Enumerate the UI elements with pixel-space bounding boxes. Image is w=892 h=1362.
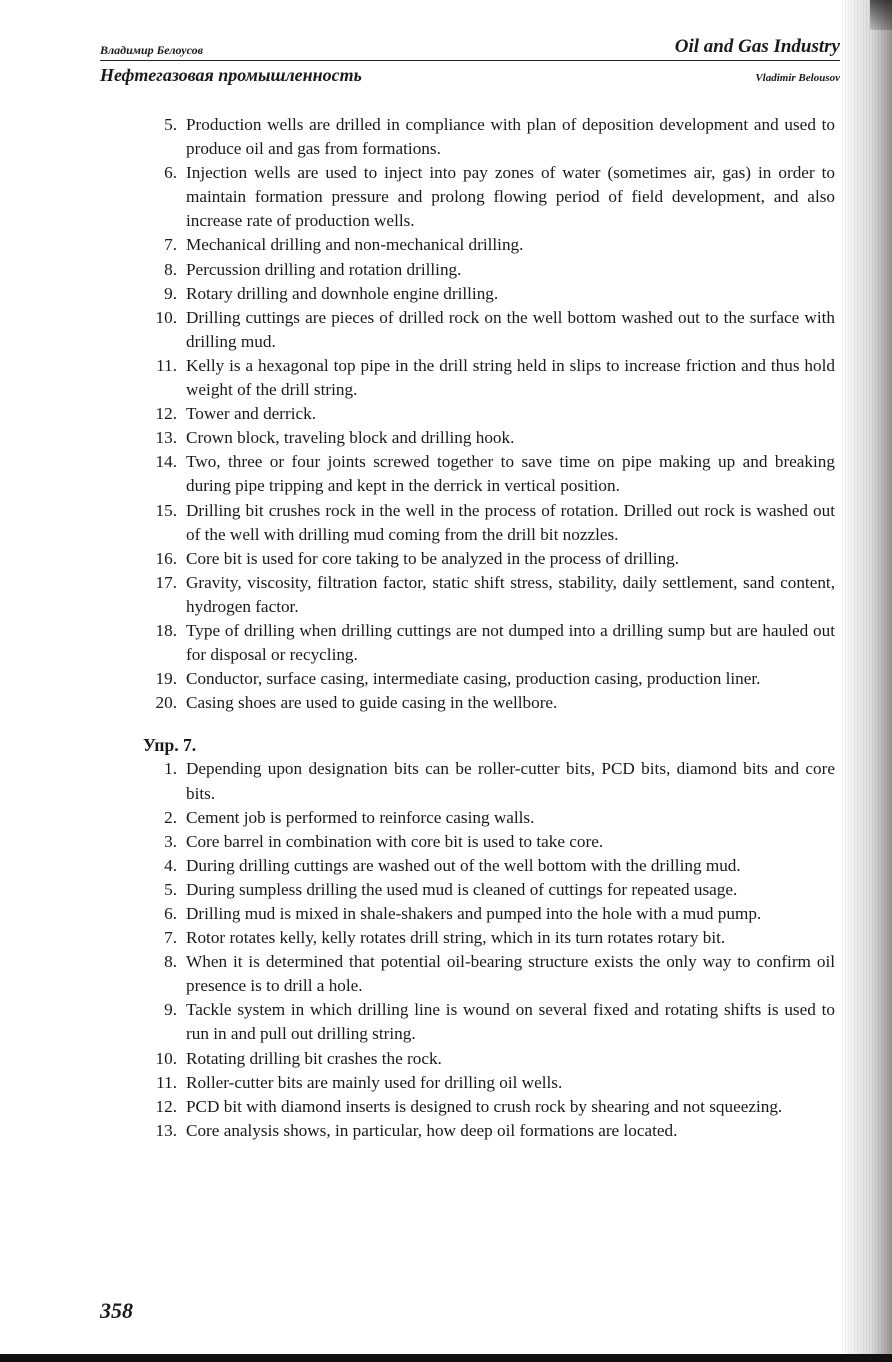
answer-item (143, 258, 835, 282)
answer-item-number: 7. (164, 235, 177, 255)
exercise-title: Упр. 7. (143, 735, 197, 756)
answer-item-text: Core bit is used for core taking to be analyzed in the process of drilling. (186, 548, 680, 568)
exercise-7-answer-item-number: 10. (155, 1048, 177, 1068)
answer-item-text: Production wells are drilled in compliance with plan of deposition development and used to produce oil and gas from formations. (186, 115, 835, 159)
page-corner-shadow (870, 0, 892, 30)
page-number: 358 (100, 1298, 133, 1323)
answer-item (143, 619, 835, 667)
answer-item (143, 547, 835, 571)
answer-item-text: Injection wells are used to inject into pay zones of water (sometimes air, gas) in order to maintain formation pressure and prolong flowing period of field development, and also increase rate of production wells. (186, 163, 835, 231)
exercise-7-answer-item-number: 4. (164, 855, 177, 875)
exercise-7-answer-item (143, 950, 835, 998)
answer-item (143, 233, 835, 257)
exercise-7-answer-item-text: Rotor rotates kelly, kelly rotates drill string, which in its turn rotates rotary bit. (186, 928, 726, 948)
exercise-7-answer-item-text: During drilling cuttings are washed out of the well bottom with the drilling mud. (186, 855, 741, 875)
answer-item-number: 10. (155, 307, 177, 327)
page-edge-shadow (842, 0, 892, 1362)
header-author-en: Vladimir Belousov (755, 72, 840, 84)
exercise-7-answer-item-number: 5. (164, 879, 177, 899)
exercise-7-answer-item-text: Rotating drilling bit crashes the rock. (186, 1048, 442, 1068)
answer-item-number: 20. (155, 693, 177, 713)
exercise-7-answer-item-text: Tackle system in which drilling line is wound on several fixed and rotating shifts is used to run in and pull out drilling string. (186, 1000, 835, 1044)
answer-item (143, 426, 835, 450)
answer-item (143, 282, 835, 306)
answer-item (143, 113, 835, 161)
exercise-7-answer-item-number: 7. (164, 928, 177, 948)
exercise-7-answer-item-number: 13. (155, 1120, 177, 1140)
exercise-7-answer-item-number: 12. (155, 1096, 177, 1116)
exercise-7-answer-item (143, 878, 835, 902)
answer-item (143, 691, 835, 715)
answer-item (143, 161, 835, 233)
answer-item (143, 499, 835, 547)
exercise-7-answer-item (143, 806, 835, 830)
answer-item (143, 450, 835, 498)
exercise-7-answer-item-number: 6. (164, 904, 177, 923)
exercise-7-answer-item-text: When it is determined that potential oil-bearing structure exists the only way to confirm oil presence is to drill a hole. (186, 952, 835, 996)
answer-item-text: Two, three or four joints screwed together to save time on pipe making up and breaking during pipe tripping and kept in the derrick in vertical position. (186, 452, 835, 496)
exercise-7-answer-item-number: 2. (164, 807, 177, 827)
answer-item-text: Gravity, viscosity, filtration factor, static shift stress, stability, daily settlement, sand content, hydrogen factor. (186, 572, 835, 616)
exercise-7-answer-item-text: During sumpless drilling the used mud is cleaned of cuttings for repeated usage. (186, 879, 738, 899)
exercise-7-answer-item-text: Cement job is performed to reinforce casing walls. (186, 807, 535, 827)
answer-item-number: 13. (155, 428, 177, 448)
answer-item-text: Drilling bit crushes rock in the well in the process of rotation. Drilled out rock is washed out of the well with drilling mud coming from the drill bit nozzles. (186, 500, 835, 544)
answer-item-number: 19. (155, 669, 177, 689)
answer-item-number: 5. (164, 115, 177, 134)
running-header-bottom (100, 61, 840, 86)
exercise-7-answer-item (143, 757, 835, 805)
exercise-7-answer-item-number: 1. (164, 759, 177, 779)
exercise-7-answer-item (143, 1095, 835, 1119)
answer-item-number: 14. (155, 452, 177, 472)
answer-item-number: 16. (155, 548, 177, 568)
exercise-7-answer-item (143, 998, 835, 1046)
answer-item-number: 15. (155, 500, 177, 520)
exercise-7-answer-list (143, 757, 835, 1143)
exercise-7-answer-item (143, 1119, 835, 1143)
exercise-7-answer-item (143, 926, 835, 950)
answer-item-number: 8. (164, 259, 177, 279)
answer-item-number: 9. (164, 283, 177, 303)
bottom-scan-edge (0, 1354, 892, 1362)
answer-item-text: Type of drilling when drilling cuttings are not dumped into a drilling sump but are hauled out for disposal or recycling. (186, 620, 835, 665)
answer-list-continued (143, 113, 835, 715)
exercise-7-answer-item-text: Core barrel in combination with core bit is used to take core. (186, 831, 604, 851)
answer-item-number: 11. (156, 355, 177, 375)
exercise-7-answer-item-number: 9. (164, 1000, 177, 1020)
answer-item-text: Percussion drilling and rotation drilling. (186, 259, 462, 279)
header-title-en: Oil and Gas Industry (674, 36, 840, 57)
page-content (143, 113, 835, 1143)
answer-item-text: Kelly is a hexagonal top pipe in the drill string held in slips to increase friction and thus hold weight of the drill string. (186, 355, 835, 400)
exercise-7-answer-item-text: Core analysis shows, in particular, how deep oil formations are located. (186, 1120, 678, 1140)
answer-item-text: Rotary drilling and downhole engine drilling. (186, 283, 499, 303)
answer-item (143, 306, 835, 354)
exercise-7-answer-item-number: 3. (164, 831, 177, 851)
answer-item-text: Crown block, traveling block and drilling hook. (186, 428, 515, 448)
answer-item-number: 17. (155, 572, 177, 592)
answer-item (143, 354, 835, 402)
answer-item (143, 402, 835, 426)
exercise-7-answer-item-number: 8. (164, 952, 177, 972)
answer-item (143, 571, 835, 619)
running-header-top (100, 28, 840, 61)
exercise-7-answer-item-number: 11. (156, 1072, 177, 1092)
exercise-7-answer-item-text: PCD bit with diamond inserts is designed to crush rock by shearing and not squeezing. (186, 1096, 783, 1116)
answer-item-number: 6. (164, 163, 177, 183)
header-title-ru: Нефтегазовая промышленность (100, 65, 362, 85)
running-header (100, 28, 840, 90)
answer-item-text: Drilling cuttings are pieces of drilled rock on the well bottom washed out to the surface with drilling mud. (186, 307, 835, 351)
header-author-ru: Владимир Белоусов (100, 43, 203, 57)
exercise-7-answer-item (143, 1047, 835, 1071)
exercise-7-answer-item-text: Roller-cutter bits are mainly used for drilling oil wells. (186, 1072, 563, 1092)
answer-item (143, 667, 835, 691)
answer-item-number: 18. (155, 620, 177, 640)
answer-item-text: Casing shoes are used to guide casing in the wellbore. (186, 693, 558, 713)
answer-item-number: 12. (155, 404, 177, 424)
answer-item-text: Mechanical drilling and non-mechanical drilling. (186, 235, 524, 255)
exercise-7-answer-item (143, 854, 835, 878)
answer-item-text: Tower and derrick. (186, 404, 317, 424)
exercise-7-answer-item (143, 902, 835, 926)
exercise-7-answer-item-text: Drilling mud is mixed in shale-shakers and pumped into the hole with a mud pump. (186, 904, 762, 923)
answer-item-text: Conductor, surface casing, intermediate casing, production casing, production liner. (186, 669, 761, 689)
exercise-7-answer-item-text: Depending upon designation bits can be roller-cutter bits, PCD bits, diamond bits and core bits. (186, 759, 835, 803)
exercise-7-answer-item (143, 1071, 835, 1095)
exercise-7-answer-item (143, 830, 835, 854)
